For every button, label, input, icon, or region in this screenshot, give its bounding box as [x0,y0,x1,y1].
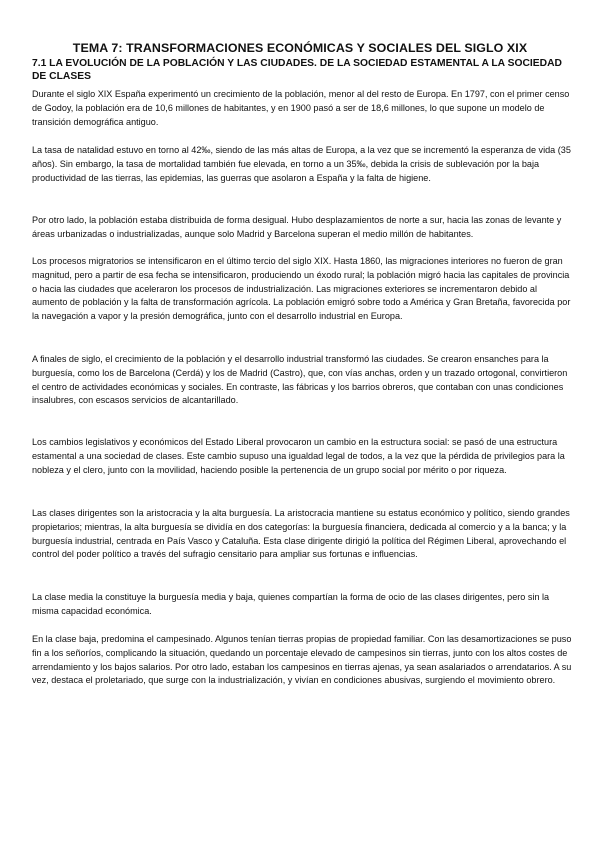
paragraph-migrations: Los procesos migratorios se intensificaron en el último tercio del siglo XIX. Hasta 1860, las migraciones interiores no fueron de gran magnitud, pero a partir de esa fecha se intensificaron, produciendo un éxodo rural; la población migró hacia las capitales de provincia o hacia las ciudades que aceleraron los procesos de industrialización. Las migraciones exteriores se incrementaron debido al aumento de población y la falta de transformación agrícola. La población emigró sobre todo a América y Gran Bretaña, favorecida por la navegación a vapor y la presión demográfica, junto con el desarrollo industrial en Europa. [32,256,571,322]
paragraph-ruling-classes: Las clases dirigentes son la aristocracia y la alta burguesía. La aristocracia mantiene su estatus económico y político, siendo grandes propietarios; mientras, la alta burguesía se dividía en dos categorías: la burguesía financiera, dedicada al comercio y a la banca; y la burguesía industrial, centrada en País Vasco y Cataluña. Esta clase dirigente dirigió la política del Régimen Liberal, aprovechando el control del poder político a través del sufragio censitario para ampliar sus fortunas e influencias. [32,508,570,560]
document-title: TEMA 7: TRANSFORMACIONES ECONÓMICAS Y SOCIALES DEL SIGLO XIX [72,41,528,55]
paragraph-lower-class: En la clase baja, predomina el campesinado. Algunos tenían tierras propias de propiedad familiar. Con las desamortizaciones se puso fin a los señoríos, complicando la situación, quedando un porcentaje elevado de campesinos sin tierras, junto con los altos costes de arrendamiento y los bajos salarios. Por otro lado, estaban los campesinos en tierras ajenas, ya sean asalariados o arrendatarios. A su vez, destaca el proletariado, que surge con la industrialización, y vivían en condiciones abusivas, surgiendo el movimiento obrero. [32,634,572,686]
section-title: 7.1 LA EVOLUCIÓN DE LA POBLACIÓN Y LAS CIUDADES. DE LA SOCIEDAD ESTAMENTAL A LA SOCIEDAD DE CLASES [32,58,562,82]
paragraph-birth-death-rates: La tasa de natalidad estuvo en torno al 42‰, siendo de las más altas de Europa, a la vez que se incrementó la esperanza de vida (35 años). Sin embargo, la tasa de mortalidad también fue elevada, en torno a un 35‰, debida la crisis de sublevación por la baja productividad de las tierras, las epidemias, las guerras que asolaron a España y la falta de higiene. [32,145,571,183]
paragraph-cities: A finales de siglo, el crecimiento de la población y el desarrollo industrial transformó las ciudades. Se crearon ensanches para la burguesía, como los de Barcelona (Cerdá) y los de Madrid (Castro), que, con vías anchas, orden y un trazado ortogonal, convirtieron el centro de actividades económicas y sociales. En contraste, las fábricas y los barrios obreros, que contaban con unas condiciones insalubres, con escasos servicios de alcantarillado. [32,354,568,406]
paragraph-class-society: Los cambios legislativos y económicos del Estado Liberal provocaron un cambio en la estructura social: se pasó de una estructura estamental a una sociedad de clases. Este cambio supuso una igualdad legal de todos, a la vez que la pérdida de privilegios para la nobleza y el clero, junto con la movilidad, haciendo posible la pertenencia de un grupo social por mérito o por riqueza. [32,437,565,475]
paragraph-population-growth: Durante el siglo XIX España experimentó un crecimiento de la población, menor al del resto de Europa. En 1797, con el primer censo de Godoy, la población era de 10,6 millones de habitantes, y en 1900 pasó a ser de 18,6 millones, lo que supone un modelo de transición demográfica antiguo. [32,89,570,127]
paragraph-distribution: Por otro lado, la población estaba distribuida de forma desigual. Hubo desplazamientos de norte a sur, hacia las zonas de levante y áreas urbanizadas o industrializadas, aunque solo Madrid y Barcelona superan el medio millón de habitantes. [32,215,562,239]
paragraph-middle-class: La clase media la constituye la burguesía media y baja, quienes compartían la forma de ocio de las clases dirigentes, pero sin la misma capacidad económica. [32,592,550,616]
